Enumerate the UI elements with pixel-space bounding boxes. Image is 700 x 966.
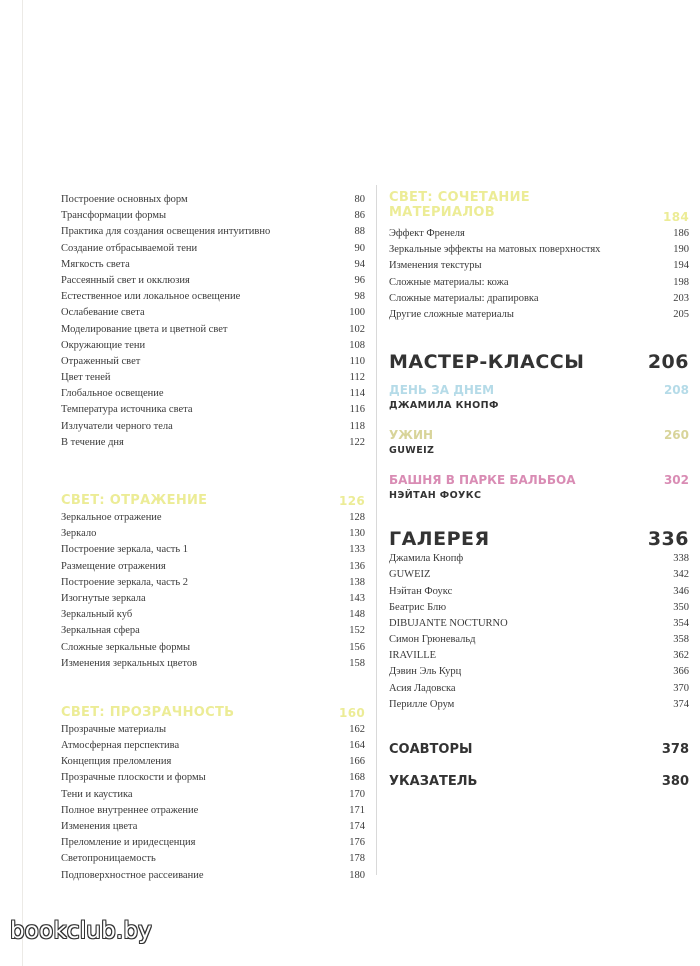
entry-list bbox=[61, 510, 365, 672]
toc-entry-page: 166 bbox=[349, 756, 365, 768]
toc-entry-title: Естественное или локальное освещение bbox=[61, 291, 241, 303]
toc-entry-title: Концепция преломления bbox=[61, 756, 172, 768]
toc-entry-page: 180 bbox=[349, 869, 365, 881]
coauthors-heading bbox=[389, 741, 689, 759]
gallery-heading bbox=[389, 527, 689, 551]
toc-entry-page: 143 bbox=[349, 592, 365, 604]
toc-entry-title: Построение зеркала, часть 1 bbox=[61, 544, 189, 556]
toc-entry bbox=[61, 386, 365, 402]
toc-entry bbox=[389, 648, 689, 664]
section-title-text: СВЕТ: ПРОЗРАЧНОСТЬ bbox=[61, 704, 235, 720]
toc-entry-page: 118 bbox=[349, 420, 365, 432]
toc-entry bbox=[61, 787, 365, 803]
toc-entry-title: Сложные материалы: драпировка bbox=[389, 292, 539, 304]
toc-entry bbox=[61, 738, 365, 754]
toc-entry-title: Построение зеркала, часть 2 bbox=[61, 576, 189, 588]
toc-entry-title: DIBUJANTE NOCTURNO bbox=[389, 617, 508, 629]
toc-right-column bbox=[389, 190, 689, 791]
toc-entry bbox=[389, 226, 689, 242]
masterclass-name: БАШНЯ В ПАРКЕ БАЛЬБОА bbox=[389, 473, 576, 488]
toc-entry bbox=[389, 258, 689, 274]
toc-entry bbox=[61, 241, 365, 257]
toc-entry-page: 94 bbox=[354, 258, 365, 270]
toc-entry bbox=[61, 754, 365, 770]
toc-entry bbox=[61, 510, 365, 526]
toc-entry-page: 128 bbox=[349, 512, 365, 523]
toc-entry-page: 205 bbox=[673, 308, 689, 320]
toc-entry-page: 152 bbox=[349, 625, 365, 637]
toc-entry-page: 178 bbox=[349, 853, 365, 865]
toc-entry-title: Преломление и иридесценция bbox=[61, 837, 196, 849]
section-page: 126 bbox=[339, 494, 365, 508]
toc-entry-title: Размещение отражения bbox=[61, 560, 166, 572]
toc-entry-page: 170 bbox=[349, 788, 365, 800]
toc-entry bbox=[389, 291, 689, 307]
masterclass-name: УЖИН bbox=[389, 428, 434, 443]
toc-entry bbox=[61, 542, 365, 558]
toc-entry-title: Зеркало bbox=[61, 528, 97, 540]
toc-entry-page: 112 bbox=[349, 372, 365, 384]
toc-entry-title: Цвет теней bbox=[61, 372, 111, 384]
toc-entry bbox=[61, 656, 365, 672]
toc-entry-title: Ослабевание света bbox=[61, 307, 145, 319]
toc-entry-title: Светопроницаемость bbox=[61, 853, 156, 865]
toc-entry-title: Зеркальный куб bbox=[61, 609, 133, 621]
masterclasses-heading bbox=[389, 350, 689, 374]
toc-entry-title: Построение основных форм bbox=[61, 194, 188, 205]
toc-entry-title: Эффект Френеля bbox=[389, 228, 465, 239]
toc-entry-title: IRAVILLE bbox=[389, 650, 437, 662]
toc-entry-title: Симон Грюневальд bbox=[389, 634, 476, 646]
toc-entry-title: Прозрачные плоскости и формы bbox=[61, 772, 206, 784]
toc-entry-page: 114 bbox=[349, 388, 365, 400]
toc-entry bbox=[61, 224, 365, 240]
toc-entry bbox=[61, 273, 365, 289]
toc-entry-title: Моделирование цвета и цветной свет bbox=[61, 323, 228, 335]
toc-entry bbox=[61, 354, 365, 370]
toc-entry bbox=[61, 208, 365, 224]
toc-entry bbox=[389, 664, 689, 680]
toc-entry bbox=[389, 681, 689, 697]
toc-entry-page: 374 bbox=[673, 698, 689, 710]
toc-entry-page: 164 bbox=[349, 740, 365, 752]
toc-entry-page: 122 bbox=[349, 436, 365, 448]
toc-entry-title: Изогнутые зеркала bbox=[61, 592, 146, 604]
toc-entry-page: 203 bbox=[673, 292, 689, 304]
toc-entry-page: 98 bbox=[354, 291, 365, 303]
section-title bbox=[61, 492, 365, 510]
toc-entry bbox=[61, 607, 365, 623]
masterclass-author: НЭЙТАН ФОУКС bbox=[389, 490, 482, 502]
toc-entry-page: 370 bbox=[673, 682, 689, 694]
toc-entry-title: Изменения зеркальных цветов bbox=[61, 657, 198, 669]
toc-entry bbox=[61, 623, 365, 639]
toc-section-transparency bbox=[61, 704, 365, 884]
heading-text: МАСТЕР-КЛАССЫ bbox=[389, 351, 585, 374]
section-title-text: СВЕТ: ОТРАЖЕНИЕ bbox=[61, 493, 208, 508]
toc-entry bbox=[61, 591, 365, 607]
toc-entry-title: Дэвин Эль Курц bbox=[389, 666, 462, 678]
toc-entry bbox=[389, 600, 689, 616]
toc-entry bbox=[61, 835, 365, 851]
toc-entry-page: 96 bbox=[354, 274, 365, 286]
toc-entry bbox=[61, 868, 365, 884]
toc-entry-title: Джамила Кнопф bbox=[389, 553, 464, 565]
toc-entry bbox=[61, 192, 365, 208]
toc-entry-title: Изменения цвета bbox=[61, 821, 138, 832]
toc-entry-page: 108 bbox=[349, 339, 365, 351]
masterclass-author: ДЖАМИЛА КНОПФ bbox=[389, 400, 499, 412]
section-page: 184 bbox=[663, 210, 689, 224]
heading-text: ГАЛЕРЕЯ bbox=[389, 528, 490, 551]
toc-entry-title: Трансформации формы bbox=[61, 210, 167, 222]
toc-entry-title: Практика для создания освещения интуитивно bbox=[61, 226, 271, 238]
entry-list bbox=[61, 192, 365, 451]
toc-entry bbox=[61, 419, 365, 435]
toc-entry-title: Температура источника света bbox=[61, 404, 193, 416]
toc-entry bbox=[61, 370, 365, 386]
toc-entry-page: 102 bbox=[349, 323, 365, 335]
index-heading bbox=[389, 773, 689, 791]
heading-text: СОАВТОРЫ bbox=[389, 742, 473, 757]
toc-entry-title: Перилле Орум bbox=[389, 698, 455, 710]
toc-entry-page: 358 bbox=[673, 634, 689, 646]
toc-entry bbox=[61, 722, 365, 738]
toc-entry-title: Прозрачные материалы bbox=[61, 723, 167, 735]
toc-entry bbox=[61, 338, 365, 354]
toc-entry-title: Зеркальное отражение bbox=[61, 512, 162, 523]
toc-entry-page: 350 bbox=[673, 601, 689, 613]
masterclass-page: 302 bbox=[663, 473, 689, 488]
toc-entry-title: Окружающие тени bbox=[61, 339, 146, 351]
toc-entry bbox=[61, 803, 365, 819]
toc-entry-title: Асия Ладовска bbox=[389, 682, 456, 694]
column-divider bbox=[376, 185, 377, 875]
toc-entry-page: 168 bbox=[349, 772, 365, 784]
toc-entry-title: Изменения текстуры bbox=[389, 260, 482, 272]
section-title bbox=[389, 190, 689, 226]
toc-left-column bbox=[61, 192, 365, 884]
masterclass-page: 208 bbox=[663, 383, 689, 398]
toc-entry bbox=[61, 526, 365, 542]
toc-entry bbox=[61, 435, 365, 451]
heading-text: УКАЗАТЕЛЬ bbox=[389, 774, 478, 789]
toc-entry-title: Сложные материалы: кожа bbox=[389, 276, 509, 288]
toc-entry-page: 133 bbox=[349, 544, 365, 556]
toc-entry-title: Излучатели черного тела bbox=[61, 420, 173, 432]
toc-entry-page: 158 bbox=[349, 657, 365, 669]
toc-entry-title: Мягкость света bbox=[61, 258, 130, 270]
masterclass-dinner bbox=[389, 427, 689, 458]
masterclass-day-by-day bbox=[389, 382, 689, 413]
toc-entry-title: Беатрис Блю bbox=[389, 601, 447, 613]
toc-entry-page: 354 bbox=[673, 617, 689, 629]
toc-entry bbox=[389, 632, 689, 648]
masterclass-tower bbox=[389, 472, 689, 503]
toc-entry-page: 116 bbox=[349, 404, 365, 416]
toc-section-gallery bbox=[389, 527, 689, 713]
toc-entry-page: 110 bbox=[349, 355, 365, 367]
toc-entry-title: Глобальное освещение bbox=[61, 388, 164, 400]
toc-entry bbox=[61, 819, 365, 835]
toc-entry bbox=[61, 305, 365, 321]
toc-entry bbox=[61, 402, 365, 418]
toc-entry bbox=[389, 551, 689, 567]
toc-entry-page: 156 bbox=[349, 641, 365, 653]
toc-entry-page: 171 bbox=[349, 804, 365, 816]
toc-entry-page: 100 bbox=[349, 307, 365, 319]
toc-section-masterclasses bbox=[389, 350, 689, 503]
toc-entry-page: 198 bbox=[673, 276, 689, 288]
toc-entry-page: 190 bbox=[673, 244, 689, 256]
toc-section-materials bbox=[389, 190, 689, 323]
toc-section-reflection bbox=[61, 492, 365, 672]
toc-entry-title: Полное внутреннее отражение bbox=[61, 804, 199, 816]
toc-entry-page: 130 bbox=[349, 528, 365, 540]
heading-page: 378 bbox=[661, 742, 689, 757]
toc-entry bbox=[389, 242, 689, 258]
masterclass-title bbox=[389, 382, 689, 399]
heading-page: 206 bbox=[647, 351, 689, 374]
toc-entry-title: Атмосферная перспектива bbox=[61, 740, 180, 752]
toc-entry-page: 176 bbox=[349, 837, 365, 849]
masterclass-title bbox=[389, 427, 689, 444]
section-title-text: СВЕТ: СОЧЕТАНИЕ МАТЕРИАЛОВ bbox=[389, 190, 530, 220]
heading-page: 336 bbox=[647, 528, 689, 551]
toc-entry-page: 186 bbox=[673, 228, 689, 239]
toc-entry bbox=[389, 697, 689, 713]
toc-entry bbox=[61, 640, 365, 656]
watermark-logo: bookclub.by bbox=[10, 918, 152, 944]
toc-entry-title: Подповерхностное рассеивание bbox=[61, 869, 204, 881]
toc-entry-page: 90 bbox=[354, 242, 365, 254]
toc-entry-title: Сложные зеркальные формы bbox=[61, 641, 191, 653]
masterclass-title bbox=[389, 472, 689, 489]
toc-entry bbox=[389, 307, 689, 323]
entry-list bbox=[389, 551, 689, 713]
toc-section-basics bbox=[61, 192, 365, 451]
toc-entry-title: Отраженный свет bbox=[61, 355, 141, 367]
masterclass-page: 260 bbox=[663, 428, 689, 443]
toc-entry-page: 342 bbox=[673, 569, 689, 581]
toc-entry-page: 194 bbox=[673, 260, 689, 272]
masterclass-name: ДЕНЬ ЗА ДНЕМ bbox=[389, 383, 495, 398]
toc-entry-page: 136 bbox=[349, 560, 365, 572]
toc-entry-title: GUWEIZ bbox=[389, 569, 431, 581]
entry-list bbox=[61, 722, 365, 884]
toc-entry bbox=[389, 275, 689, 291]
toc-entry-page: 174 bbox=[349, 821, 365, 832]
toc-entry-page: 80 bbox=[354, 194, 365, 205]
toc-entry-title: Тени и каустика bbox=[61, 788, 133, 800]
toc-entry-page: 86 bbox=[354, 210, 365, 222]
toc-entry bbox=[61, 322, 365, 338]
toc-entry-page: 162 bbox=[349, 723, 365, 735]
toc-entry bbox=[61, 559, 365, 575]
toc-entry-title: Рассеянный свет и окклюзия bbox=[61, 274, 190, 286]
toc-entry-page: 346 bbox=[673, 585, 689, 597]
toc-entry-page: 88 bbox=[354, 226, 365, 238]
toc-entry-page: 138 bbox=[349, 576, 365, 588]
book-page bbox=[22, 0, 689, 966]
toc-entry-page: 338 bbox=[673, 553, 689, 565]
toc-entry bbox=[61, 851, 365, 867]
heading-page: 380 bbox=[661, 774, 689, 789]
toc-entry bbox=[61, 289, 365, 305]
toc-entry-page: 366 bbox=[673, 666, 689, 678]
entry-list bbox=[389, 226, 689, 323]
toc-entry-title: В течение дня bbox=[61, 436, 124, 448]
section-page: 160 bbox=[339, 705, 365, 720]
toc-entry-title: Зеркальные эффекты на матовых поверхностях bbox=[389, 244, 601, 256]
toc-entry-title: Нэйтан Фоукс bbox=[389, 585, 453, 597]
section-title bbox=[61, 704, 365, 722]
toc-entry-title: Другие сложные материалы bbox=[389, 308, 514, 320]
toc-entry bbox=[389, 616, 689, 632]
toc-entry bbox=[61, 257, 365, 273]
toc-entry bbox=[389, 567, 689, 583]
toc-entry bbox=[389, 584, 689, 600]
toc-entry bbox=[61, 575, 365, 591]
masterclass-author: GUWEIZ bbox=[389, 445, 435, 457]
toc-entry-page: 148 bbox=[349, 609, 365, 621]
toc-entry-page: 362 bbox=[673, 650, 689, 662]
toc-entry bbox=[61, 770, 365, 786]
toc-entry-title: Зеркальная сфера bbox=[61, 625, 140, 637]
toc-entry-title: Создание отбрасываемой тени bbox=[61, 242, 198, 254]
